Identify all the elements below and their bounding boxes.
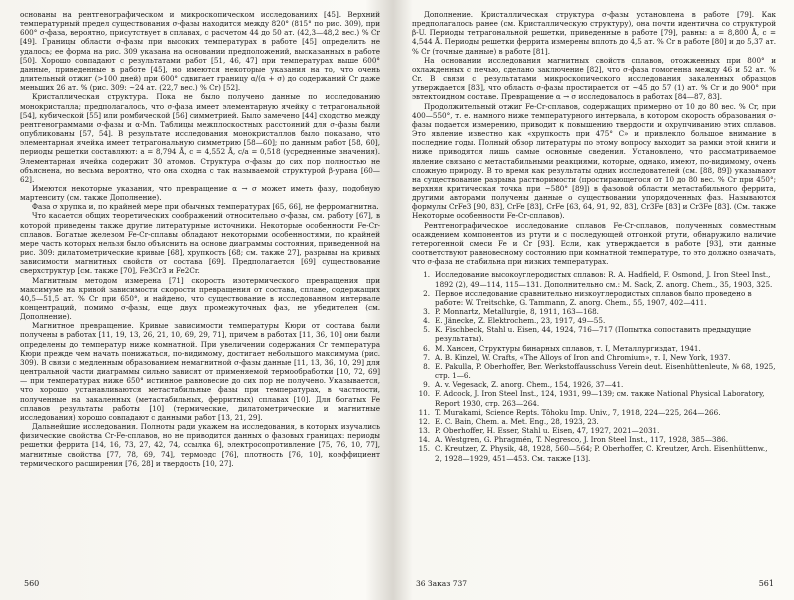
paragraph: Имеются некоторые указания, что превращение α → σ может иметь фазу, подобную мартенситу (см. также Дополнение).: [20, 183, 380, 203]
paragraph: Дополнение. Кристаллическая структура σ-фазы установлена в работе [79]. Как предполагалось ранее (см. Кристаллическую структуру), она почти идентична со структурой β-U. Периоды тетрагональной решетки, приведенные в работе [79], равны: a = 8,800 Å, c = 4,544 Å. Периоды решетки феррита измерены вплоть до 4,5 ат. % Cr в работе [80] и до 5,37 ат. % Cr (точные данные) в работе [81].: [412, 10, 776, 56]
reference-number: 13.: [418, 426, 430, 436]
reference-text: P. Oberhoffer, H. Esser, Stahl u. Eisen, 47, 1927, 2021—2031.: [435, 426, 660, 436]
reference-number: 7.: [423, 352, 430, 362]
reference-text: Исследование высокоуглеродистых сплавов: R. A. Hadfield, F. Osmond, J. Iron Steel Inst., 1892 (2), 49—114, 115—131. Дополнительно см.: M. Sack, Z. anorg. Chem., 35, 1903, 325.: [435, 270, 773, 289]
reference-item: [412, 289, 776, 307]
reference-number: 15.: [418, 444, 430, 454]
paragraph: Продолжительный отжиг Fe-Cr-сплавов, содержащих примерно от 10 до 80 вес. % Cr, при 400—550°, т. е. намного ниже температурного интервала, в котором скорость образования σ-фазы подается измерению, приводит к повышению твердости и охрупчиванию этих сплавов. Это явление известно как «хрупкость при 475° С» и привлекло большое внимание в последние годы. Полный обзор литературы по этому вопросу выходит за рамки этой книги и ниже приводятся лишь самые основные сведения. Установлено, что рассматриваемое явление связано с метастабильными реакциями, которые, однако, имеют, по-видимому, очень сложную природу. В то время как результаты одних исследователей (см. [88, 89]) указывают на существование разрыва растворимости (простирающегося от 10 до 80 вес. % Cr при 450°; верхняя критическая точка при ~580° [89]) в фазовой области метастабильного феррита, другими авторами получены данные о существовании упорядоченных фаз. Называются формулы CrFe3 [90, 83], CrFe [83], CrFe [63, 64, 91, 92, 83], Cr3Fe [83] и Cr3Fe [83]. (См. также Некоторые особенности Fe-Cr-сплавов).: [412, 101, 776, 221]
paragraph: Дальнейшие исследования. Полноты ради укажем на исследования, в которых изучались физические свойства Cr-Fe-сплавов, но не приводится данных о фазовых границах: периоды решетки феррита [14, 16, 73, 27, 42, 74, ссылка 6], электросопротивление [75, 76, 10, 77], магнитные свойства [77, 78, 69, 74], термоэдс [76], плотность [76, 10], коэффициент термического расширения [76, 28] и твердость [10, 27].: [20, 422, 380, 468]
reference-item: [412, 408, 776, 417]
reference-item: [412, 316, 776, 325]
reference-number: 11.: [418, 407, 430, 417]
paragraph: Рентгенографическое исследование сплавов Fe-Cr-сплавов, полученных совместным осаждением компонентов из ртути и с последующей отгонкой ртути, обнаружило наличие гетерогенной смеси Fe и Cr [93]. Если, как утверждается в работе [93], эти данные соответствуют равновесному состоянию при комнатной температуре, то это должно означать, что σ-фаза не стабильна при низких температурах.: [412, 220, 776, 267]
reference-number: 10.: [418, 389, 430, 399]
paragraph: Магнитным методом измерена [71] скорость изотермического превращения при максимуме на кривой зависимости скорости превращения от состава, сплаве, содержащих 40,5—51,5 ат. % Cr при 650°, и найдено, что существование в исследованном интервале концентраций, помимо σ-фазы, еще двух промежуточных фаз, не убедителен (см. Дополнение).: [20, 275, 380, 322]
paragraph: На основании исследования магнитных свойств сплавов, отожженных при 800° и охлажденных с печью, сделано заключение [82], что σ-фаза гомогенна между 46 и 52 ат. % Cr. В связи с результатами микроскопического исследования закаленных образцов утверждается [83], что область σ-фазы простирается от ~45 до 57 (1) ат. % Cr и до 900° при эвтектоидном составе. Превращение α → σ исследовалось в работах [84—87, 83].: [412, 55, 776, 102]
reference-text: T. Murakami, Science Repts. Tôhoku Imp. Univ., 7, 1918, 224—225, 264—266.: [435, 407, 721, 417]
printer-signature: 36 Заказ 737: [416, 579, 468, 588]
reference-number: 8.: [423, 361, 430, 371]
reference-text: A. v. Vegesack, Z. anorg. Chem., 154, 1926, 37—41.: [435, 380, 624, 390]
reference-number: 14.: [418, 435, 430, 445]
reference-number: 4.: [423, 316, 430, 326]
reference-item: [412, 344, 776, 353]
left-page: [20, 10, 380, 590]
reference-text: Первое исследование сравнительно низкоуглеродистых сплавов было проведено в работе: W. Treitschke, G. Tammann, Z. anorg. Chem., 55, 1907, 402—411.: [435, 288, 752, 307]
reference-text: C. Kreutzer, Z. Physik, 48, 1928, 560—564; P. Oberhoffer, C. Kreutzer, Arch. Eisenhüttenw., 2, 1928—1929, 451—453. См. также [13].: [435, 444, 768, 463]
reference-item: [412, 435, 776, 444]
reference-item: [412, 362, 776, 380]
reference-text: F. Adcock, J. Iron Steel Inst., 124, 1931, 99—139; см. также National Physical Laboratory, Report 1930, стр. 263—264.: [435, 389, 765, 408]
reference-text: E. C. Bain, Chem. a. Met. Eng., 28, 1923, 23.: [435, 416, 599, 426]
page-number-right: 561: [758, 579, 774, 588]
reference-item: [412, 270, 776, 288]
paragraph: Магнитное превращение. Кривые зависимости температуры Кюри от состава были получены в работах [11, 19, 13, 26, 21, 10, 69, 29, 71], причем в работах [11, 36, 10] они были определены до температур ниже комнатной. При увеличении содержания Cr температура Кюри прежде чем начать понижаться, по-видимому, достигает небольшого максимума (рис. 309). В связи с медленным образованием немагнитной σ-фазы данные [11, 13, 36, 10, 29] для центральной части диаграммы сильно зависят от применяемой термообработки [10, 72, 69] — при температурах ниже 650° истинное равновесие до сих пор не получено. Указывается, что хорошо устанавливаются метастабильные фазы при температурах, в частности, полученные на закаленных (метастабильных, ферритных) сплавах [10]. Для богатых Fe сплавов результаты работы [10] (термические, дилатометрические и магнитные исследования) хорошо совпадают с данными работ [13, 21, 29].: [20, 321, 380, 422]
paragraph: Фаза σ хрупка и, по крайней мере при обычных температурах [65, 66], не ферромагнитна.: [32, 202, 379, 212]
reference-number: 6.: [423, 343, 430, 353]
page-number-left: 560: [24, 579, 40, 588]
reference-item: [412, 444, 776, 462]
reference-item: [412, 380, 776, 389]
reference-text: K. Fischbeck, Stahl u. Eisen, 44, 1924, 716—717 (Попытка сопоставить предыдущие результаты).: [435, 325, 751, 344]
reference-text: E. Jänecke, Z. Elektrochem., 23, 1917, 49—55.: [435, 316, 606, 326]
reference-number: 9.: [423, 380, 430, 390]
reference-text: A. Westgren, G. Phragmén, T. Negresco, J. Iron Steel Inst., 117, 1928, 385—386.: [435, 435, 729, 445]
right-page: [412, 10, 776, 590]
reference-number: 5.: [423, 325, 430, 335]
paragraph: основаны на рентгенографическом и микроскопическом исследованиях [45]. Верхний температурный предел существования σ-фазы находится между 820° (815° по рис. 309), при 600° σ-фаза, вероятно, присутствует в сплавах, с расчетом 44 до 50 ат. (42,3—48,2 вес.) % Cr [49]. Границы области σ-фазы при высоких температурах в работе [45] определить не удалось; ее форма на рис. 309 указана на основании предположений, высказанных в работе [50]. Хорошо совпадают с результатами работ [51, 46, 47] при температурах выше 600° данные, приведенные в работе [45], но имеются некоторые указания на то, что очень длительный отжиг (>100 дней) при 600° сдвигает границу α/(α + σ) до содержаний Cr даже меньших 26 ат. % (рис. 309: ~24 ат. (22,7 вес.) % Cr) [52].: [20, 10, 380, 93]
reference-item: [412, 353, 776, 362]
reference-text: A. B. Kinzel, W. Crafts, «The Alloys of Iron and Chromium», т. I, New York, 1937.: [435, 352, 731, 362]
reference-number: 2.: [423, 288, 430, 298]
paragraph: Что касается общих теоретических соображений относительно σ-фазы, см. работу [67], в которой приведены также другие литературные источники. Некоторые особенности Fe-Cr-сплавов. Богатые железом Fe-Cr-сплавы обладают некоторыми особенностями, по крайней мере часть которых нельзя было объяснить на основе диаграммы состояния, приведенной на рис. 309: дилатометрические кривые [68], хрупкость [68; см. также 27], разрывы на кривых зависимости магнитных свойств от состава [69]. Предполагается [69] существование сверхструктур [см. также [70], Fe3Cr3 и Fe2Cr.: [20, 211, 380, 276]
reference-number: 12.: [418, 416, 430, 426]
reference-item: [412, 426, 776, 435]
reference-text: М. Хансен, Структуры бинарных сплавов, т. I, Металлургиздат, 1941.: [435, 343, 701, 353]
reference-item: [412, 417, 776, 426]
reference-number: 1.: [423, 270, 430, 280]
reference-item: [412, 325, 776, 343]
reference-text: E. Pakulla, P. Oberhoffer, Ber. Werkstoffausschuss Verein deut. Eisenhüttenleute, № 68, 1925, стр. 1—6.: [435, 361, 776, 381]
reference-number: 3.: [423, 307, 430, 316]
paragraph: Кристаллическая структура. Пока не было получено данные по исследованию монокристалла; предполагалось, что σ-фаза имеет элементарную ячейку с тетрагональной [54], кубической [55] или ромбической [56] симметрией. Было замечено [44] сходство между рентгенограммами σ-фазы и α-Mn. Таблицы межплоскостных расстояний для σ-фазы были опубликованы [57, 54]. В результате исследования монокристаллов было показано, что элементарная ячейка имеет тетрагональную симметрию [58—60]; по данным работ [58, 60], периоды решетки составляют: a = 8,794 Å, c = 4,552 Å, c/a = 0,518 (усредненные значения). Элементарная ячейка содержит 30 атомов. Структура σ-фазы до сих пор полностью не объяснена, но весьма вероятно, что она сходна с так называемой структурой β-урана [60—62].: [20, 92, 380, 184]
reference-item: [412, 307, 776, 316]
reference-text: P. Monnartz, Metallurgie, 8, 1911, 163—168.: [435, 307, 599, 316]
reference-list: [412, 270, 776, 462]
reference-item: [412, 389, 776, 407]
